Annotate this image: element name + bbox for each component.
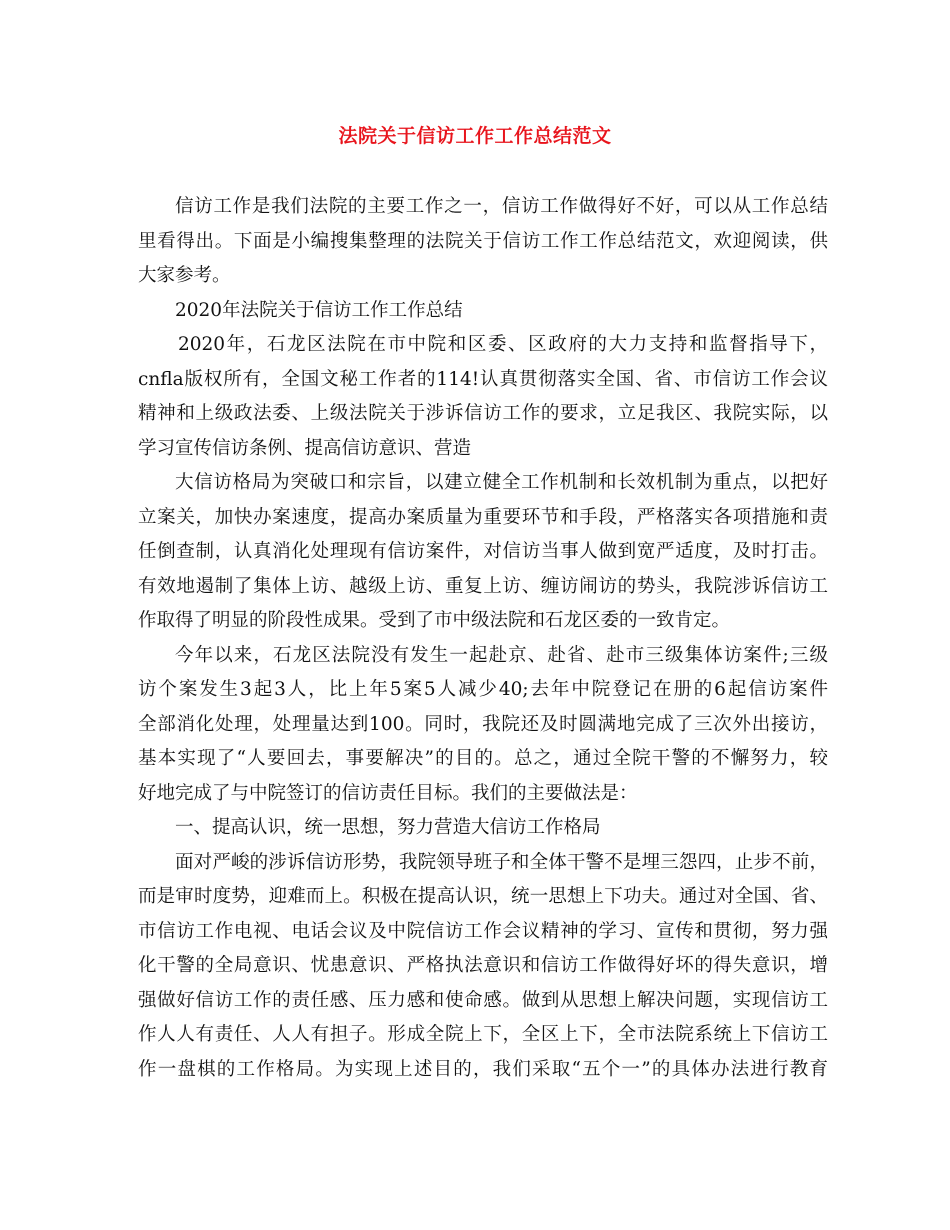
text-line: 学习宣传信访条例、提高信访意识、营造 bbox=[138, 437, 472, 459]
text-line: 全部消化处理，处理量达到100。同时，我院还及时圆满地完成了三次外出接访， bbox=[138, 713, 828, 735]
text-line: 大信访格局为突破口和宗旨，以建立健全工作机制和长效机制为重点，以把好 bbox=[175, 472, 828, 493]
text-line: 化干警的全局意识、忧患意识、严格执法意识和信访工作做得好坏的得失意识，增 bbox=[138, 955, 828, 976]
text-line: 好地完成了与中院签订的信访责任目标。我们的主要做法是： bbox=[138, 782, 638, 804]
text-line: 市信访工作电视、电话会议及中院信访工作会议精神的学习、宣传和贯彻，努力强 bbox=[138, 920, 828, 942]
text-line: 强做好信访工作的责任感、压力感和使命感。做到从思想上解决问题，实现信访工 bbox=[138, 989, 828, 1011]
text-line: cnfla版权所有，全国文秘工作者的114!认真贯彻落实全国、省、市信访工作会议 bbox=[138, 368, 828, 390]
document-body bbox=[138, 190, 828, 1087]
text-line: 信访工作是我们法院的主要工作之一，信访工作做得好不好，可以从工作总结 bbox=[175, 196, 828, 217]
text-line: 作一盘棋的工作格局。为实现上述目的，我们采取“五个一”的具体办法进行教育 bbox=[138, 1058, 828, 1080]
text-line: 里看得出。下面是小编搜集整理的法院关于信访工作工作总结范文，欢迎阅读，供 bbox=[138, 230, 828, 252]
text-line: 作取得了明显的阶段性成果。受到了市中级法院和石龙区委的一致肯定。 bbox=[138, 610, 731, 631]
text-line: 2020年，石龙区法院在市中院和区委、区政府的大力支持和监督指导下， bbox=[178, 334, 828, 355]
text-line: 立案关，加快办案速度，提高办案质量为重要环节和手段，严格落实各项措施和责 bbox=[138, 506, 828, 528]
document-title: 法院关于信访工作工作总结范文 bbox=[338, 125, 612, 147]
text-line: 大家参考。 bbox=[138, 265, 231, 286]
text-line: 有效地遏制了集体上访、越级上访、重复上访、缠访闹访的势头，我院涉诉信访工 bbox=[138, 575, 828, 597]
text-line: 作人人有责任、人人有担子。形成全院上下，全区上下，全市法院系统上下信访工 bbox=[138, 1024, 828, 1045]
section-heading: 2020年法院关于信访工作工作总结 bbox=[175, 299, 463, 321]
section-heading: 一、提高认识，统一思想，努力营造大信访工作格局 bbox=[175, 817, 601, 838]
text-line: 面对严峻的涉诉信访形势，我院领导班子和全体干警不是埋三怨四，止步不前， bbox=[175, 851, 828, 873]
text-line: 访个案发生3起3人，比上年5案5人减少40;去年中院登记在册的6起信访案件 bbox=[138, 679, 828, 700]
text-line: 基本实现了“人要回去，事要解决”的目的。总之，通过全院干警的不懈努力，较 bbox=[138, 748, 828, 769]
text-line: 而是审时度势，迎难而上。积极在提高认识，统一思想上下功夫。通过对全国、省、 bbox=[138, 886, 828, 907]
text-line: 今年以来，石龙区法院没有发生一起赴京、赴省、赴市三级集体访案件;三级 bbox=[175, 644, 828, 666]
text-line: 任倒查制，认真消化处理现有信访案件，对信访当事人做到宽严适度，及时打击。 bbox=[138, 541, 828, 562]
text-line: 精神和上级政法委、上级法院关于涉诉信访工作的要求，立足我区、我院实际，以 bbox=[138, 403, 828, 424]
